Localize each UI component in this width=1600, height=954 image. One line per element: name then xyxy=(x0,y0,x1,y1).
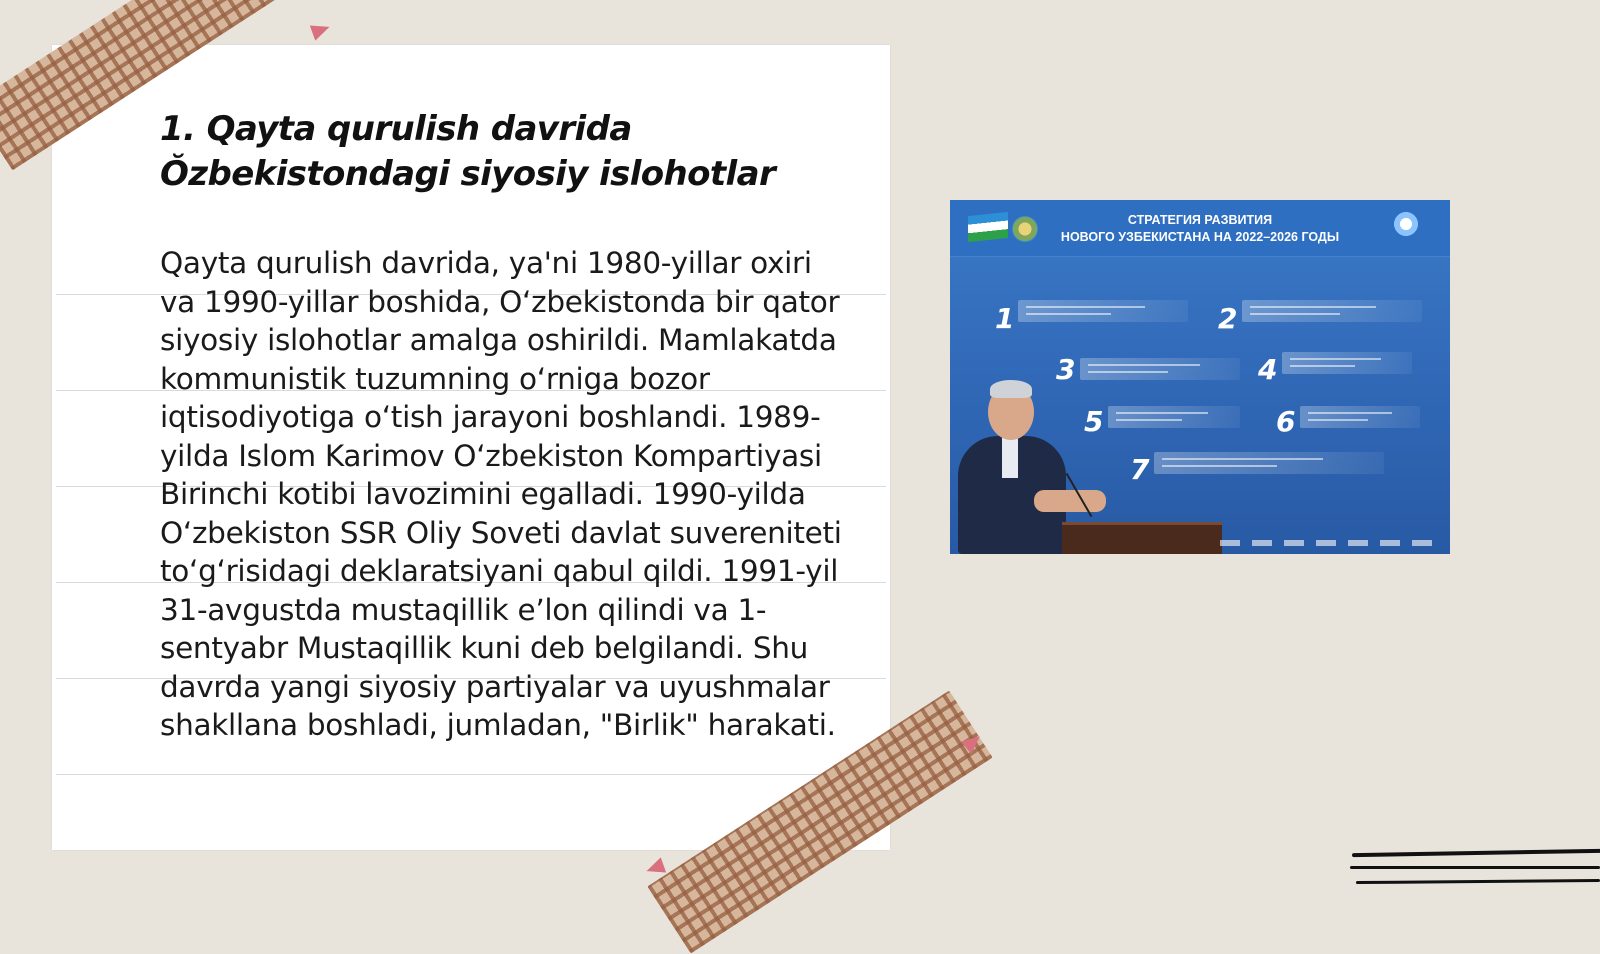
item-number: 2 xyxy=(1218,302,1238,335)
infographic-title-line2: НОВОГО УЗБЕКИСТАНА НА 2022–2026 ГОДЫ xyxy=(1060,230,1340,244)
item-number: 6 xyxy=(1276,405,1296,438)
item-number: 5 xyxy=(1084,405,1104,438)
paper-rule-line xyxy=(56,774,886,775)
slide-title: 1. Qayta qurulish davrida Ŏzbekistondagi siyosiy islohotlar xyxy=(160,109,776,194)
strategy-infographic-image xyxy=(950,200,1450,554)
item-text-bar xyxy=(1018,300,1188,322)
speaker-hair xyxy=(990,380,1032,398)
infographic-title xyxy=(1060,212,1340,246)
item-text-bar xyxy=(1080,358,1240,380)
infographic-title-line1: СТРАТЕГИЯ РАЗВИТИЯ xyxy=(1127,213,1273,227)
item-number: 3 xyxy=(1056,353,1076,386)
decorative-scribble-line xyxy=(1352,849,1600,857)
strategy-logo-icon xyxy=(1392,210,1420,238)
decorative-scribble-line xyxy=(1350,866,1600,869)
item-number: 4 xyxy=(1258,353,1278,386)
speaker-hands xyxy=(1034,490,1106,512)
social-links-strip xyxy=(1220,540,1440,546)
podium xyxy=(1062,522,1222,554)
item-text-bar xyxy=(1300,406,1420,428)
item-number: 7 xyxy=(1130,453,1150,486)
state-emblem-icon xyxy=(1012,216,1038,242)
item-text-bar xyxy=(1108,406,1240,428)
item-text-bar xyxy=(1154,452,1384,474)
infographic-header xyxy=(950,200,1450,257)
item-number: 1 xyxy=(995,302,1015,335)
slide-body-text: Qayta qurulish davrida, ya'ni 1980-yillar oxiri va 1990-yillar boshida, O‘zbekistonda bir qator siyosiy islohotlar amalga oshirildi. Mamlakatda kommunistik tuzumning o‘rniga bozor iqtisodiyotiga o‘tish jarayoni boshlandi. 1989-yilda Islom Karimov O‘zbekiston Kompartiyasi Birinchi kotibi lavozimini egalladi. 1990-yilda O‘zbekiston SSR Oliy Soveti davlat suvereniteti to‘g‘risidagi deklaratsiyani qabul qildi. 1991-yil 31-avgustda mustaqillik e’lon qilindi va 1-sentyabr Mustaqillik kuni deb belgilandi. Shu davrda yangi siyosiy partiyalar va uyushmalar shakllana boshladi, jumladan, "Birlik" harakati. xyxy=(160,246,842,742)
item-text-bar xyxy=(1282,352,1412,374)
tape-pin-icon xyxy=(310,19,332,40)
decorative-scribble-line xyxy=(1356,879,1600,884)
item-text-bar xyxy=(1242,300,1422,322)
uzbekistan-flag-icon xyxy=(968,212,1008,242)
speaker-shirt xyxy=(1002,438,1018,478)
